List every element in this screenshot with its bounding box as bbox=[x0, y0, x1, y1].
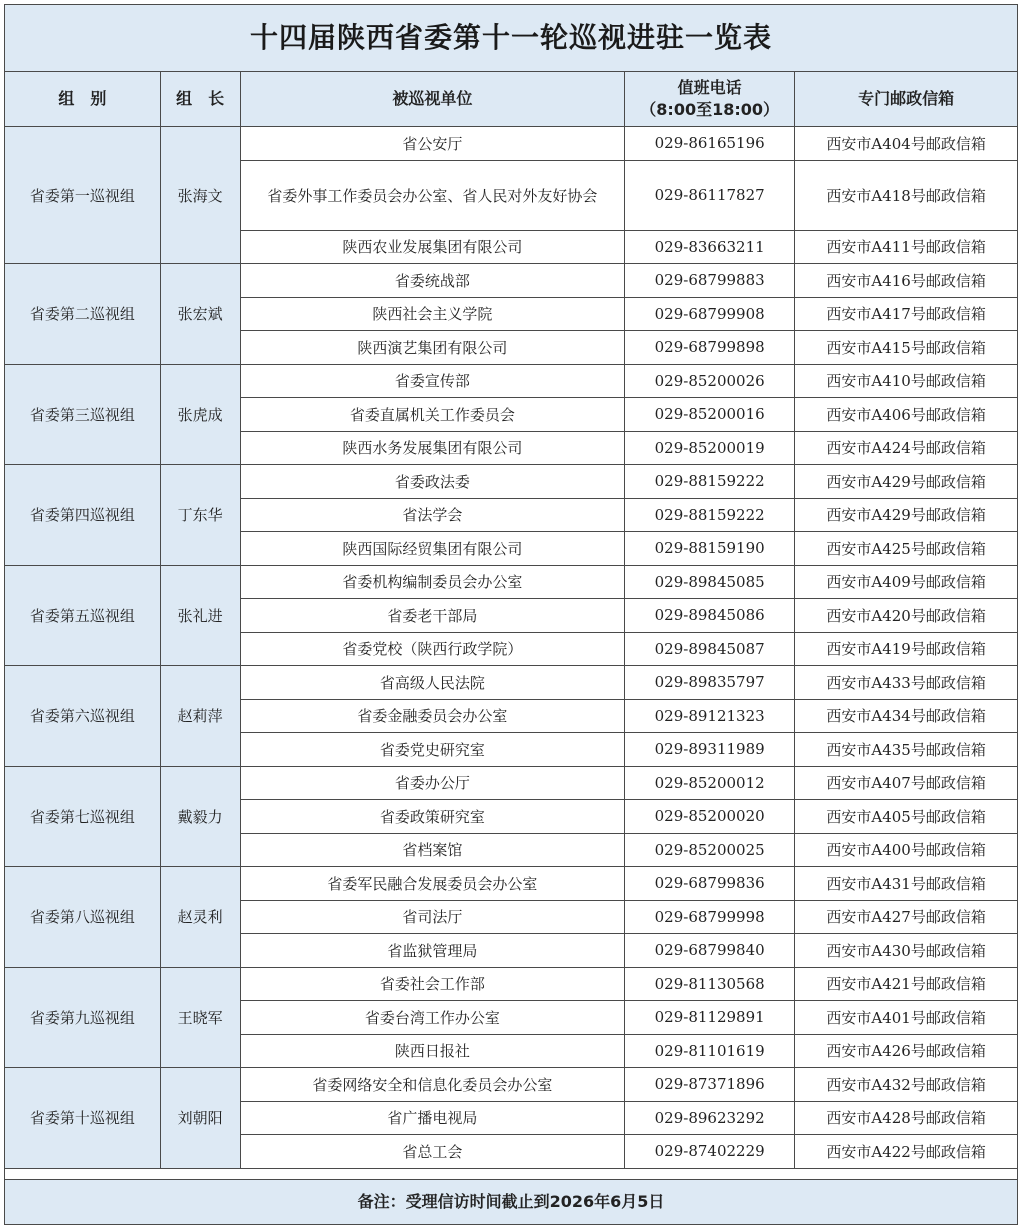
group-leader-cell: 丁东华 bbox=[160, 465, 240, 566]
header-phone-title: 值班电话 bbox=[677, 78, 742, 97]
unit-cell: 陕西农业发展集团有限公司 bbox=[240, 230, 624, 264]
mailbox-cell: 西安市A422号邮政信箱 bbox=[795, 1135, 1017, 1169]
group-leader-cell: 刘朝阳 bbox=[160, 1068, 240, 1169]
mailbox-cell: 西安市A406号邮政信箱 bbox=[795, 398, 1017, 432]
phone-cell: 029-68799840 bbox=[625, 934, 795, 968]
header-group: 组 别 bbox=[5, 72, 160, 127]
unit-cell: 省委老干部局 bbox=[240, 599, 624, 633]
mailbox-cell: 西安市A432号邮政信箱 bbox=[795, 1068, 1017, 1102]
group-name-cell: 省委第四巡视组 bbox=[5, 465, 160, 566]
phone-cell: 029-85200012 bbox=[625, 766, 795, 800]
mailbox-cell: 西安市A424号邮政信箱 bbox=[795, 431, 1017, 465]
group-name-cell: 省委第七巡视组 bbox=[5, 766, 160, 867]
phone-cell: 029-85200020 bbox=[625, 800, 795, 834]
mailbox-cell: 西安市A415号邮政信箱 bbox=[795, 331, 1017, 365]
mailbox-cell: 西安市A433号邮政信箱 bbox=[795, 666, 1017, 700]
mailbox-cell: 西安市A427号邮政信箱 bbox=[795, 900, 1017, 934]
unit-cell: 省委军民融合发展委员会办公室 bbox=[240, 867, 624, 901]
unit-cell: 陕西演艺集团有限公司 bbox=[240, 331, 624, 365]
unit-cell: 省委政法委 bbox=[240, 465, 624, 499]
table-row bbox=[5, 264, 1017, 298]
table-row bbox=[5, 127, 1017, 161]
unit-cell: 省委社会工作部 bbox=[240, 967, 624, 1001]
phone-cell: 029-81129891 bbox=[625, 1001, 795, 1035]
phone-cell: 029-89845086 bbox=[625, 599, 795, 633]
mailbox-cell: 西安市A418号邮政信箱 bbox=[795, 160, 1017, 230]
unit-cell: 省委台湾工作办公室 bbox=[240, 1001, 624, 1035]
group-leader-cell: 赵灵利 bbox=[160, 867, 240, 968]
header-phone bbox=[625, 72, 795, 127]
mailbox-cell: 西安市A431号邮政信箱 bbox=[795, 867, 1017, 901]
phone-cell: 029-89623292 bbox=[625, 1101, 795, 1135]
table-row bbox=[5, 766, 1017, 800]
group-name-cell: 省委第三巡视组 bbox=[5, 364, 160, 465]
unit-cell: 陕西国际经贸集团有限公司 bbox=[240, 532, 624, 566]
unit-cell: 省委统战部 bbox=[240, 264, 624, 298]
phone-cell: 029-86165196 bbox=[625, 127, 795, 161]
unit-cell: 省高级人民法院 bbox=[240, 666, 624, 700]
inspection-table bbox=[5, 72, 1017, 1169]
phone-cell: 029-87402229 bbox=[625, 1135, 795, 1169]
phone-cell: 029-68799898 bbox=[625, 331, 795, 365]
phone-cell: 029-81130568 bbox=[625, 967, 795, 1001]
mailbox-cell: 西安市A410号邮政信箱 bbox=[795, 364, 1017, 398]
inspection-table-sheet bbox=[4, 4, 1018, 1225]
mailbox-cell: 西安市A429号邮政信箱 bbox=[795, 498, 1017, 532]
group-leader-cell: 王晓军 bbox=[160, 967, 240, 1068]
table-row bbox=[5, 867, 1017, 901]
unit-cell: 省档案馆 bbox=[240, 833, 624, 867]
unit-cell: 陕西水务发展集团有限公司 bbox=[240, 431, 624, 465]
unit-cell: 省法学会 bbox=[240, 498, 624, 532]
phone-cell: 029-68799998 bbox=[625, 900, 795, 934]
footer-note: 备注：受理信访时间截止到2026年6月5日 bbox=[5, 1179, 1017, 1224]
phone-cell: 029-68799908 bbox=[625, 297, 795, 331]
table-row bbox=[5, 364, 1017, 398]
unit-cell: 省委办公厅 bbox=[240, 766, 624, 800]
table-row bbox=[5, 1068, 1017, 1102]
group-name-cell: 省委第八巡视组 bbox=[5, 867, 160, 968]
header-leader: 组 长 bbox=[160, 72, 240, 127]
mailbox-cell: 西安市A434号邮政信箱 bbox=[795, 699, 1017, 733]
mailbox-cell: 西安市A404号邮政信箱 bbox=[795, 127, 1017, 161]
mailbox-cell: 西安市A407号邮政信箱 bbox=[795, 766, 1017, 800]
mailbox-cell: 西安市A409号邮政信箱 bbox=[795, 565, 1017, 599]
phone-cell: 029-85200025 bbox=[625, 833, 795, 867]
mailbox-cell: 西安市A429号邮政信箱 bbox=[795, 465, 1017, 499]
phone-cell: 029-87371896 bbox=[625, 1068, 795, 1102]
header-mailbox: 专门邮政信箱 bbox=[795, 72, 1017, 127]
unit-cell: 省委网络安全和信息化委员会办公室 bbox=[240, 1068, 624, 1102]
unit-cell: 省公安厅 bbox=[240, 127, 624, 161]
group-name-cell: 省委第五巡视组 bbox=[5, 565, 160, 666]
phone-cell: 029-89845085 bbox=[625, 565, 795, 599]
phone-cell: 029-83663211 bbox=[625, 230, 795, 264]
unit-cell: 省委党史研究室 bbox=[240, 733, 624, 767]
group-leader-cell: 赵莉萍 bbox=[160, 666, 240, 767]
header-phone-hours: （8:00至18:00） bbox=[640, 100, 780, 119]
phone-cell: 029-88159190 bbox=[625, 532, 795, 566]
unit-cell: 省总工会 bbox=[240, 1135, 624, 1169]
phone-cell: 029-88159222 bbox=[625, 498, 795, 532]
table-body bbox=[5, 127, 1017, 1169]
unit-cell: 省广播电视局 bbox=[240, 1101, 624, 1135]
mailbox-cell: 西安市A421号邮政信箱 bbox=[795, 967, 1017, 1001]
group-name-cell: 省委第十巡视组 bbox=[5, 1068, 160, 1169]
phone-cell: 029-89311989 bbox=[625, 733, 795, 767]
phone-cell: 029-89121323 bbox=[625, 699, 795, 733]
table-row bbox=[5, 465, 1017, 499]
group-leader-cell: 张宏斌 bbox=[160, 264, 240, 365]
unit-cell: 省委直属机关工作委员会 bbox=[240, 398, 624, 432]
mailbox-cell: 西安市A405号邮政信箱 bbox=[795, 800, 1017, 834]
group-name-cell: 省委第六巡视组 bbox=[5, 666, 160, 767]
mailbox-cell: 西安市A411号邮政信箱 bbox=[795, 230, 1017, 264]
phone-cell: 029-68799836 bbox=[625, 867, 795, 901]
group-leader-cell: 张海文 bbox=[160, 127, 240, 264]
group-leader-cell: 戴毅力 bbox=[160, 766, 240, 867]
mailbox-cell: 西安市A401号邮政信箱 bbox=[795, 1001, 1017, 1035]
mailbox-cell: 西安市A426号邮政信箱 bbox=[795, 1034, 1017, 1068]
phone-cell: 029-81101619 bbox=[625, 1034, 795, 1068]
group-name-cell: 省委第二巡视组 bbox=[5, 264, 160, 365]
mailbox-cell: 西安市A419号邮政信箱 bbox=[795, 632, 1017, 666]
unit-cell: 省委宣传部 bbox=[240, 364, 624, 398]
group-name-cell: 省委第一巡视组 bbox=[5, 127, 160, 264]
page-title: 十四届陕西省委第十一轮巡视进驻一览表 bbox=[5, 5, 1017, 72]
phone-cell: 029-89845087 bbox=[625, 632, 795, 666]
unit-cell: 省委机构编制委员会办公室 bbox=[240, 565, 624, 599]
mailbox-cell: 西安市A425号邮政信箱 bbox=[795, 532, 1017, 566]
phone-cell: 029-68799883 bbox=[625, 264, 795, 298]
phone-cell: 029-85200016 bbox=[625, 398, 795, 432]
phone-cell: 029-88159222 bbox=[625, 465, 795, 499]
group-name-cell: 省委第九巡视组 bbox=[5, 967, 160, 1068]
unit-cell: 省委金融委员会办公室 bbox=[240, 699, 624, 733]
phone-cell: 029-85200026 bbox=[625, 364, 795, 398]
group-leader-cell: 张礼进 bbox=[160, 565, 240, 666]
unit-cell: 陕西社会主义学院 bbox=[240, 297, 624, 331]
mailbox-cell: 西安市A430号邮政信箱 bbox=[795, 934, 1017, 968]
header-unit: 被巡视单位 bbox=[240, 72, 624, 127]
mailbox-cell: 西安市A428号邮政信箱 bbox=[795, 1101, 1017, 1135]
table-row bbox=[5, 666, 1017, 700]
header-row bbox=[5, 72, 1017, 127]
unit-cell: 省监狱管理局 bbox=[240, 934, 624, 968]
unit-cell: 陕西日报社 bbox=[240, 1034, 624, 1068]
mailbox-cell: 西安市A400号邮政信箱 bbox=[795, 833, 1017, 867]
group-leader-cell: 张虎成 bbox=[160, 364, 240, 465]
unit-cell: 省委党校（陕西行政学院） bbox=[240, 632, 624, 666]
phone-cell: 029-85200019 bbox=[625, 431, 795, 465]
mailbox-cell: 西安市A416号邮政信箱 bbox=[795, 264, 1017, 298]
mailbox-cell: 西安市A435号邮政信箱 bbox=[795, 733, 1017, 767]
unit-cell: 省司法厅 bbox=[240, 900, 624, 934]
table-row bbox=[5, 565, 1017, 599]
unit-cell: 省委外事工作委员会办公室、省人民对外友好协会 bbox=[240, 160, 624, 230]
phone-cell: 029-89835797 bbox=[625, 666, 795, 700]
mailbox-cell: 西安市A417号邮政信箱 bbox=[795, 297, 1017, 331]
unit-cell: 省委政策研究室 bbox=[240, 800, 624, 834]
mailbox-cell: 西安市A420号邮政信箱 bbox=[795, 599, 1017, 633]
table-row bbox=[5, 967, 1017, 1001]
phone-cell: 029-86117827 bbox=[625, 160, 795, 230]
